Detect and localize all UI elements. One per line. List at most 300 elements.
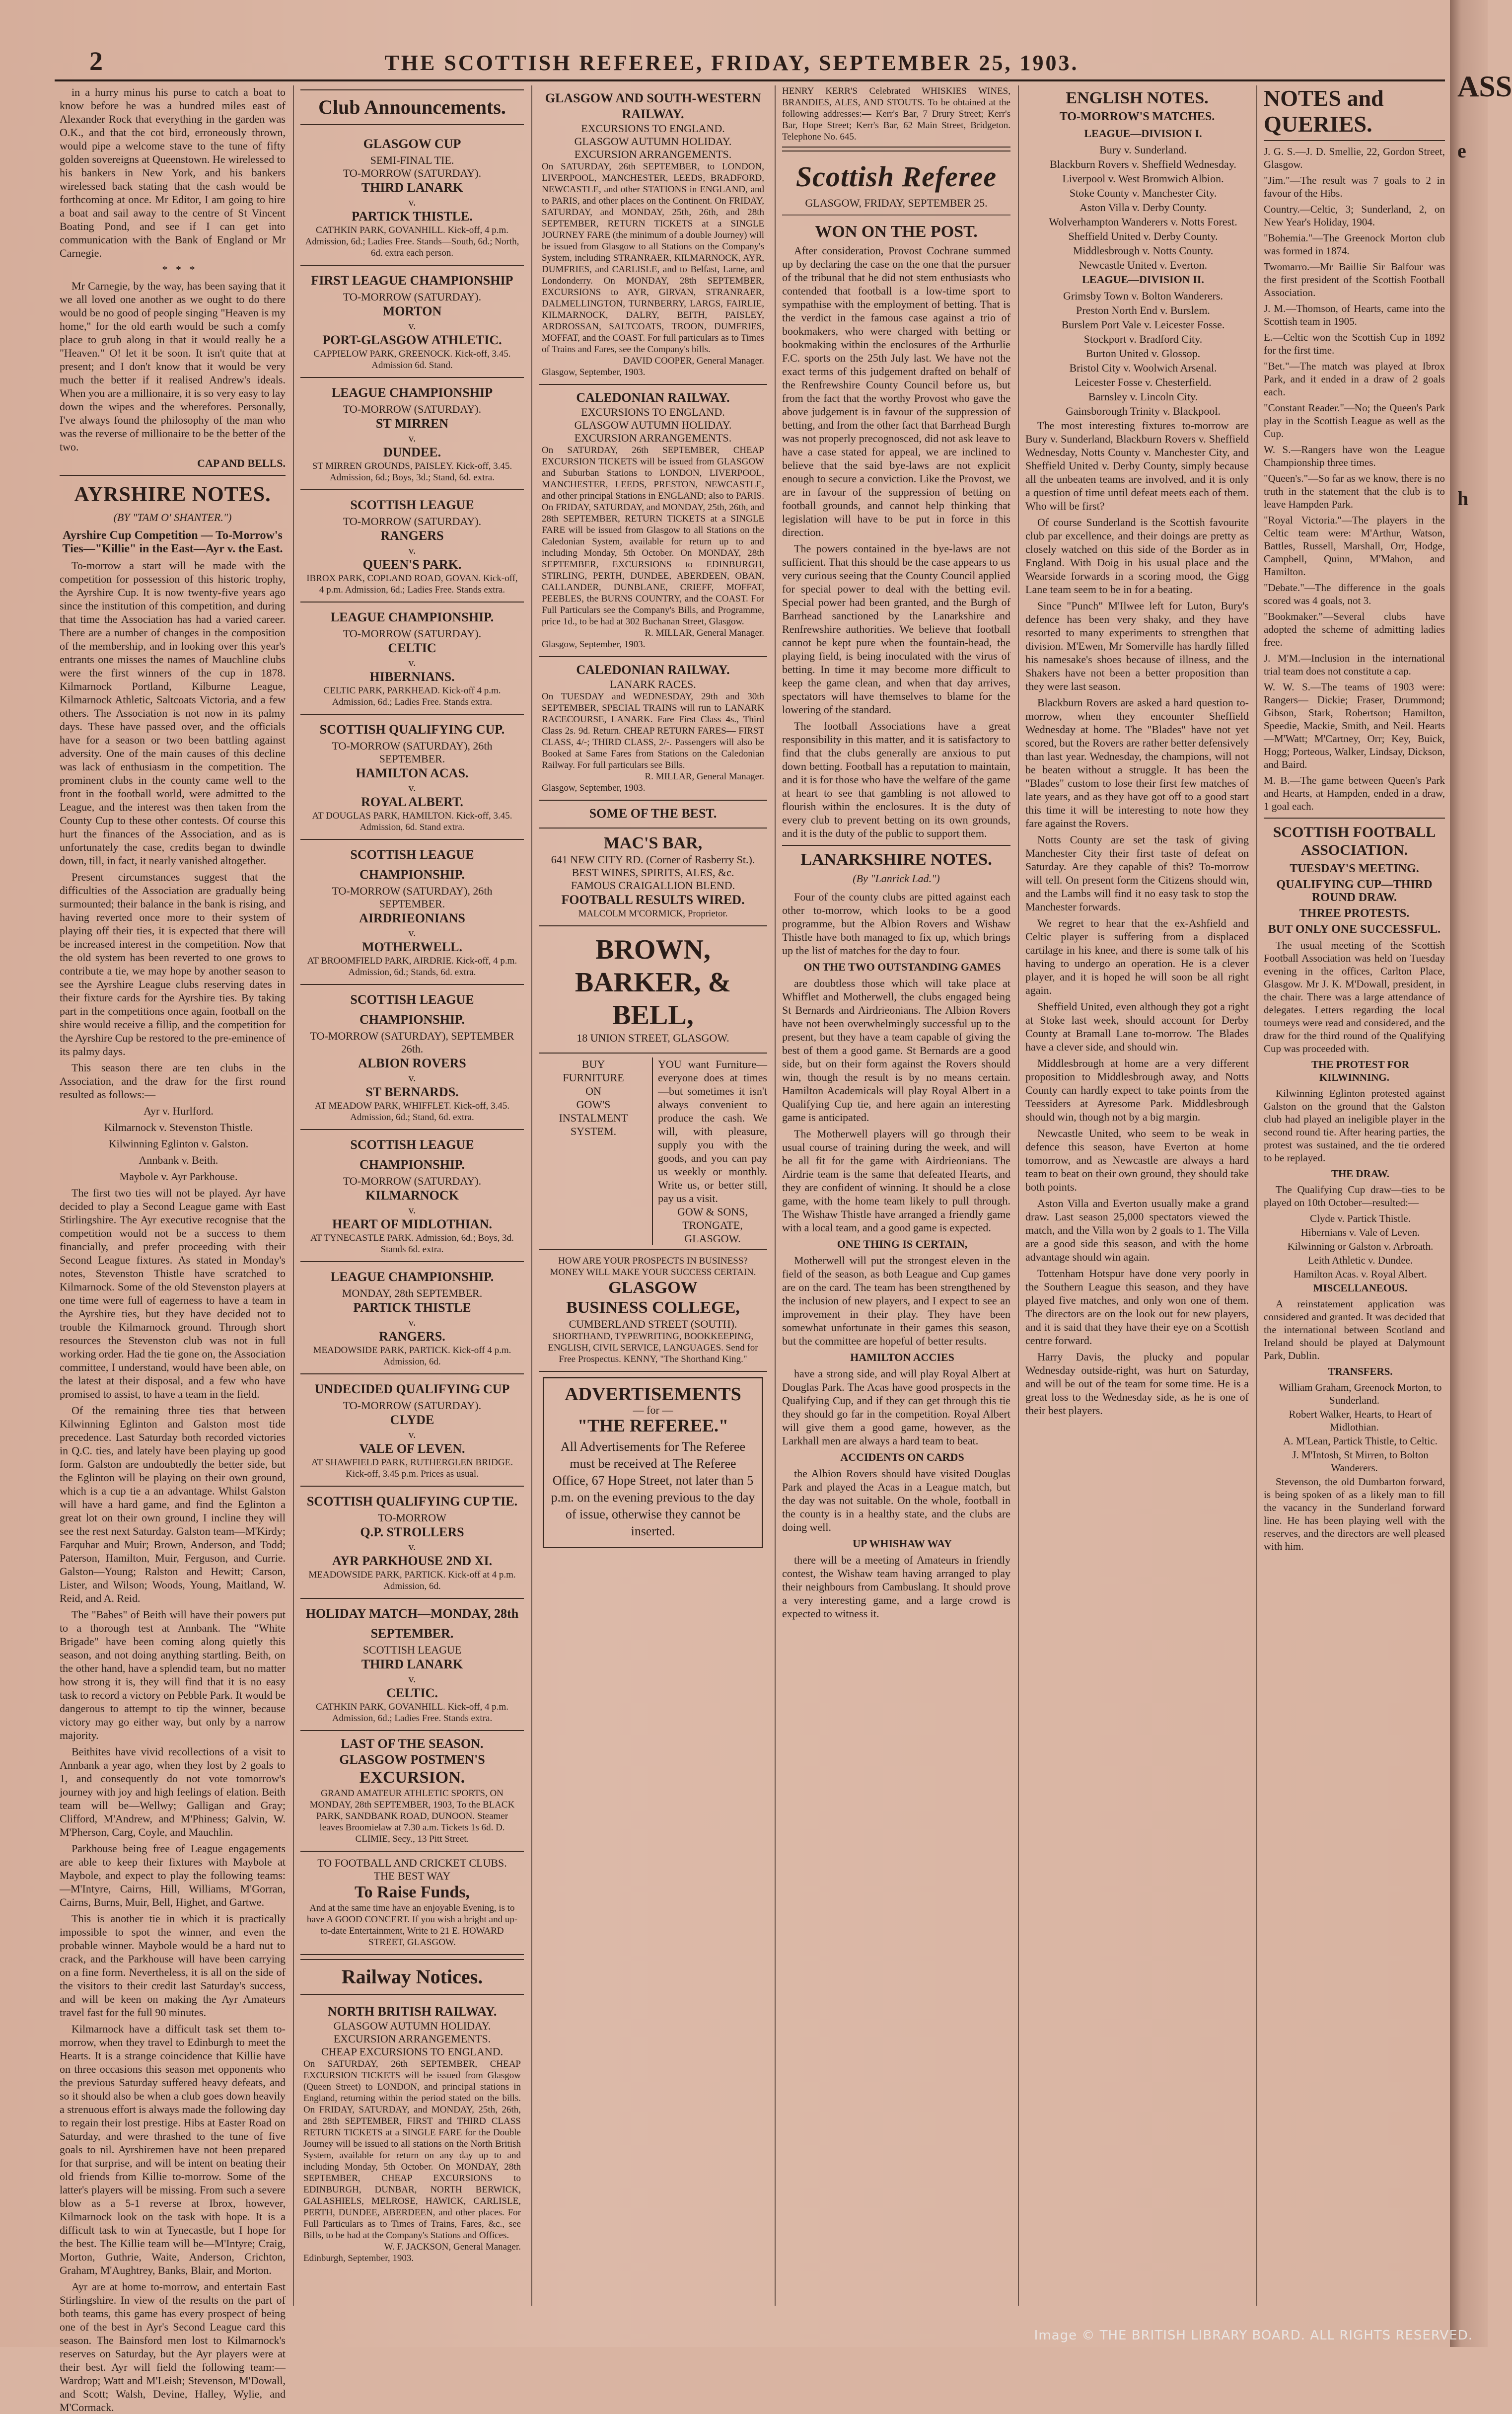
advert-line: FURNITURE xyxy=(563,1071,624,1084)
versus-mark: v. xyxy=(408,432,416,444)
article-text: To-morrow a start will be made with the competition for possession of this historic trophy, the Ayrshire Cup. It is now twenty-five years ago since the institution of this competition, and during that time the Association has had a varied career. There are a number of changes in the composition of the membership, and in looking over this year's entrants one misses the names of Mauchline clubs were the first winners of the cup in 1878. Kilmarnock Portland, Kilburne League, Kilmarnock Athletic, Saltcoats Victoria, and a few others. The Association is not now in its palmy days. These have passed over, and the officials have for a season or two been battling against adversity. One of the main causes of this decline was lack of enthusiasm in the competition. The prominent clubs in the county came well to the front in the football world, were admitted to the League, and the interest was then taken from the County Cup to these other contests. Of course this hurt the finances of the Association, and as is unfortunately the case, credits began to dwindle down, till, in fact, it nearly vanished altogether. xyxy=(60,559,286,867)
queries-list xyxy=(1264,145,1445,813)
advert-line: LANARK RACES. xyxy=(610,678,696,690)
adjacent-page-edge xyxy=(1450,0,1488,2347)
list-item: Leicester Fosse v. Chesterfield. xyxy=(1075,376,1212,388)
advert-details: MEADOWSIDE PARK, PARTICK. Kick-off at 4 p.m. Admission, 6d. xyxy=(308,1570,516,1591)
advert-sign: DAVID COOPER, General Manager. xyxy=(623,356,764,366)
article-text: The "Babes" of Beith will have their powers put to a thorough test at Annbank. The "White Brigade" have been coming along quietly this season, and not doing anything startling. Beith, on the other hand, have a splendid team, but no matter how strong it is, they will find that it is no easy task to record a victory on Pebble Park. It would be dangerous to attempt to tip the winner, because victory may go either way, but only by a narrow majority. xyxy=(60,1608,286,1741)
article-text: Stevenson, the old Dumbarton forward, is being spoken of as a likely man to fill the vacancy in the Sunderland forward line. He has been playing well with the reserves, and the directors are well pleased with him. xyxy=(1264,1476,1445,1552)
edge-text: ASS xyxy=(1457,70,1512,103)
subheading: BUT ONLY ONE SUCCESSFUL. xyxy=(1268,923,1441,936)
query-answer: J. G. S.—J. D. Smellie, 22, Gordon Street, Glasgow. xyxy=(1264,146,1445,170)
article-text: Parkhouse being free of League engagements are able to keep their fixtures with Maybole at Maybole, and expect to play the following teams:—M'Intyre, Cairns, Hill, Williams, M'Gorran, Cairns, Burns, Muir, Bell, Highet, and Gartwe. xyxy=(60,1842,286,1908)
subheading: ONE THING IS CERTAIN, xyxy=(837,1238,968,1250)
club-advert xyxy=(300,378,524,490)
signoff: CAP AND BELLS. xyxy=(197,457,286,469)
team-name: RANGERS. xyxy=(379,1329,445,1344)
team-name: DUNDEE. xyxy=(383,445,441,459)
list-item: Burton United v. Glossop. xyxy=(1085,347,1201,360)
advert-title: UNDECIDED QUALIFYING CUP xyxy=(314,1382,510,1396)
notice-line: — for — xyxy=(633,1404,673,1416)
article-heading: SCOTTISH FOOTBALL ASSOCIATION. xyxy=(1273,824,1436,858)
draw-list xyxy=(1264,1212,1445,1281)
club-advert xyxy=(300,985,524,1130)
subheading: TUESDAY'S MEETING. xyxy=(1290,862,1419,875)
article-text: This season there are ten clubs in the Association, and the draw for the first round resulted as follows:— xyxy=(60,1061,286,1101)
advert-title: CALEDONIAN RAILWAY. xyxy=(576,663,730,677)
advert-title: SCOTTISH LEAGUE CHAMPIONSHIP. xyxy=(350,992,474,1027)
section-heading: AYRSHIRE NOTES. xyxy=(74,483,271,506)
edge-text: h xyxy=(1457,487,1469,510)
article-text: A reinstatement application was considered and granted. It was decided that the international between Scotland and Ireland should be played at Dalymount Park, Dublin. xyxy=(1264,1298,1445,1361)
article-text: Beithites have vivid recollections of a visit to Annbank a year ago, when they lost by 2 goals to 1, and consequently do not vote tomorrow's journey with joy and high feelings of elation. Beith team will be—Wellwy; Galligan and Gray; Clifford, M'Andrew, and M'Phiness; Galvin, W. M'Pherson, Carg, Coyle, and Mauchlin. xyxy=(60,1745,286,1838)
list-item: Newcastle United v. Everton. xyxy=(1079,259,1208,271)
column-rule xyxy=(1018,85,1019,2306)
query-answer: M. B.—The game between Queen's Park and Hearts, at Hampden, ended in a draw, 1 goal each. xyxy=(1264,774,1445,812)
advert-brown-barker-bell xyxy=(539,926,767,1054)
advert-details: CATHKIN PARK, GOVANHILL. Kick-off, 4 p.m. Admission, 6d.; Ladies Free. Stands extra. xyxy=(315,1702,509,1724)
advert-details: CATHKIN PARK, GOVANHILL. Kick-off, 4 p.m. Admission, 6d.; Ladies Free. Stands—South, 6d.; North, 6d. extra each person. xyxy=(305,225,519,258)
list-item: Grimsby Town v. Bolton Wanderers. xyxy=(1063,290,1223,302)
team-name: HIBERNIANS. xyxy=(369,670,455,684)
fixture: Ayr v. Hurlford. xyxy=(144,1105,214,1117)
advert-body: SHORTHAND, TYPEWRITING, BOOKKEEPING, ENGLISH, CIVIL SERVICE, LANGUAGES. Send for Free Prospectus. KENNY, "The Shorthand King." xyxy=(548,1331,758,1364)
article-text: Present circumstances suggest that the difficulties of the Association are gradually being surmounted; their balance in the bank is rising, and having reverted once more to their system of playing off their ties, it is expected that there will be increased interest in the competition. Now that the old system has been reverted to one grows to contribute a tie, we may hope by another season to see the Ayrshire League clubs reserving dates in their fixture cards for the Ayrshire ties. By taking part in the competitions once again, football on the shire would receive a fillip, and the competition for the Ayrshire Cup be restored to the pre-eminence of its palmy days. xyxy=(60,871,286,1057)
advert-line: EXCURSION ARRANGEMENTS. xyxy=(574,432,732,444)
advert-date: Glasgow, September, 1903. xyxy=(542,367,646,377)
article-text: The Motherwell players will go through their usual course of training during the week, and will be all fit for the game with Airdrieonians. The Airdrie team is the same that defeated Hearts, and they are confident of winning. It should be a close game, with the home team likely to pull through. The Wishaw Thistle have arranged a friendly game with a local team, and a good game is expected. xyxy=(782,1128,1010,1234)
advert-details: AT MEADOW PARK, WHIFFLET. Kick-off, 3.45. Admission, 6d.; Stand, 6d. extra. xyxy=(314,1101,510,1123)
article-text: The Qualifying Cup draw—ties to be played on 10th October—resulted:— xyxy=(1264,1184,1445,1208)
advert-line: SEMI-FINAL TIE. xyxy=(370,154,454,166)
team-name: HEART OF MIDLOTHIAN. xyxy=(332,1217,492,1231)
subheading: ON THE TWO OUTSTANDING GAMES xyxy=(803,961,1001,973)
team-name: PARTICK THISTLE. xyxy=(352,209,473,224)
team-name: CLYDE xyxy=(390,1413,434,1427)
article-text: Tottenham Hotspur have done very poorly in the Southern League this season, and they have played five matches, and only won one of them. The directors are on the look out for new players, and it is said that they have their eye on a Scottish centre forward. xyxy=(1025,1267,1249,1347)
newspaper-title: THE SCOTTISH REFEREE, FRIDAY, SEPTEMBER 25, 1903. xyxy=(384,51,1079,75)
team-name: ST BERNARDS. xyxy=(365,1085,459,1099)
article-heading: LANARKSHIRE NOTES. xyxy=(800,850,992,869)
advert-sign: GOW & SONS, xyxy=(677,1206,748,1218)
advert-title: GLASGOW xyxy=(608,1279,698,1297)
club-advert xyxy=(300,840,524,985)
list-item: Leith Athletic v. Dundee. xyxy=(1307,1254,1413,1266)
query-answer: "Queen's."—So far as we know, there is no truth in the statement that the club is to leave Hampden Park. xyxy=(1264,472,1445,510)
article-text: The most interesting fixtures to-morrow are Bury v. Sunderland, Blackburn Rovers v. Sheffield Wednesday, Notts County v. Manchester City, and Sheffield United v. Derby County, simply because all the unbeaten teams are involved, and it is only a question of time until defeat meets each of them. Who will be first? xyxy=(1025,419,1249,512)
column-rule xyxy=(1256,85,1257,2306)
article-text: Of course Sunderland is the Scottish favourite club par excellence, and their doings are pretty as closely watched on this side of the Border as in England. With Doig in his usual place and the Wearside forwards in a scoring mood, the Gigg Lane team seem to be in for a beating. xyxy=(1025,516,1249,596)
subheading: THE PROTEST FOR KILWINNING. xyxy=(1311,1058,1409,1083)
article-text: the Albion Rovers should have visited Douglas Park and played the Acas in a League match, but the day was not suitable. On the whole, football in the county is in a healthy state, and the clubs are doing well. xyxy=(782,1467,1010,1533)
advert-title: NORTH BRITISH RAILWAY. xyxy=(327,2004,497,2019)
divider xyxy=(1264,818,1445,819)
section-heading: Club Announcements. xyxy=(300,89,524,125)
article-text: Middlesbrough at home are a very different proposition to Middlesbrough away, and Notts County can hardly expect to take points from the Teessiders at Ayresome Park. Middlesbrough should win, though not by a big margin. xyxy=(1025,1057,1249,1123)
notice-body: All Advertisements for The Referee must be received at The Referee Office, 67 Hope Street, not later than 5 p.m. on the evening previous to the day of issue, otherwise they cannot be inserted. xyxy=(551,1439,755,1538)
article-text: The usual meeting of the Scottish Football Association was held on Tuesday evening in the offices, Carlton Place, Glasgow. Mr J. K. M'Dowall, president, in the chair. There was a large attendance of delegates. Letters regarding the local tourneys were read and considered, and the draw for the third round of the Qualifying Cup was proceeded with. xyxy=(1264,939,1445,1055)
advert-details: CAPPIELOW PARK, GREENOCK. Kick-off, 3.45. Admission 6d. Stand. xyxy=(313,349,511,371)
advert-title: BUSINESS COLLEGE, xyxy=(566,1298,740,1317)
advert-title: FIRST LEAGUE CHAMPIONSHIP xyxy=(311,273,513,288)
query-answer: "Royal Victoria."—The players in the Celtic team were: M'Arthur, Watson, Battles, Russell, Marshall, Orr, Hodge, Campbell, Quinn, M'Mahon, and Hamilton. xyxy=(1264,514,1445,578)
team-name: Q.P. STROLLERS xyxy=(360,1525,464,1539)
advert-gsw-railway xyxy=(539,85,767,385)
advert-sign: W. F. JACKSON, General Manager. xyxy=(384,2242,521,2252)
advert-line: CHEAP EXCURSIONS TO ENGLAND. xyxy=(321,2045,504,2058)
article-text: Four of the county clubs are pitted against each other to-morrow, which looks to be a good programme, but the Albion Rovers and Wishaw Thistle have both managed to fix up, which brings up the list of matches for the day to four. xyxy=(782,891,1010,957)
team-name: QUEEN'S PARK. xyxy=(362,557,462,572)
list-item: Bury v. Sunderland. xyxy=(1099,144,1187,156)
article-text: Ayr are at home to-morrow, and entertain East Stirlingshire. In view of the results on the part of both teams, this game has every prospect of being one of the best in Ayr's Second League card this season. The Bainsford men lost to Kilmarnock's reserves on Saturday, but the Ayr players were at their best. Ayr will field the following team:—Wardrop; Watt and M'Leish; Stevenson, M'Dowall, and Scott; Walsh, Devine, Halley, Wylie, and M'Cormack. xyxy=(60,2280,286,2414)
dateline: GLASGOW, FRIDAY, SEPTEMBER 25. xyxy=(805,197,988,209)
advertisements-notice xyxy=(543,1377,763,1548)
advert-body: GRAND AMATEUR ATHLETIC SPORTS, ON MONDAY, 28th SEPTEMBER, 1903, To the BLACK PARK, SANDBANK ROAD, DUNOON. Steamer leaves Broomielaw at 7.30 a.m. Tickets 1s 6d. D. CLIMIE, Secy., 13 Pitt Street. xyxy=(309,1788,515,1844)
advert-line: GLASGOW POSTMEN'S xyxy=(339,1752,485,1767)
article-text: Mr Carnegie, by the way, has been saying that it we all loved one another as we ought to do there would be no good of people singing "Heaven is my home," for the old earth would be such a comfy place to grub along in that it would really be a "Heaven." O! let it be soon. It isn't quite that at present; and I don't know that it would be very much the better if it realised Andrew's ideals. When you are a millionaire, it is so very easy to lay down the wipes and the wherefores. Personally, I've always found the philosophy of the man who was the reverse of millionaire to be the better of the two. xyxy=(60,280,286,453)
subheading: TRANSFERS. xyxy=(1328,1365,1393,1377)
team-name: AYR PARKHOUSE 2ND XI. xyxy=(332,1554,493,1568)
list-item: Barnsley v. Lincoln City. xyxy=(1088,390,1198,403)
list-item: Kilwinning or Galston v. Arbroath. xyxy=(1287,1240,1434,1252)
advert-business-college xyxy=(539,1250,767,1372)
column-2 xyxy=(300,85,524,2296)
advert-body: YOU want Furniture—everyone does at times—but sometimes it isn't always convenient to produce the cash. We will, with pleasure, supply you with the goods, and you can pay us weekly or monthly. Write us, or better still, pay us a visit. xyxy=(658,1058,767,1205)
advert-body: On SATURDAY, 26th SEPTEMBER, CHEAP EXCURSION TICKETS will be issued from Glasgow (Queen Street) to LONDON, and principal stations in England, returning within the period stated on the bills. On FRIDAY, SATURDAY, and MONDAY, 25th, 26th, and 28th SEPTEMBER, FIRST and THIRD CLASS RETURN TICKETS at a SINGLE FARE for the Double Journey will be issued to all stations on the North British System, available for return on any day up to and including Monday, 5th October. On MONDAY, 28th SEPTEMBER, CHEAP EXCURSIONS to EDINBURGH, DUNBAR, NORTH BERWICK, GALASHIELS, MELROSE, HAWICK, CARLISLE, PERTH, DUNDEE, ABERDEEN, and other places. For Full Particulars as to Times of Trains, Fares, &c., see Bills, to be had at the Company's Stations and Offices. xyxy=(303,2059,521,2241)
versus-mark: v. xyxy=(408,656,416,669)
advert-line: TO-MORROW xyxy=(378,1511,446,1524)
article-text: Sheffield United, even although they got a right at Stoke last week, should account for Derby County at Bramall Lane to-morrow. The Blades have a clever side, and should win. xyxy=(1025,1000,1249,1053)
advert-line: TO-MORROW (SATURDAY). xyxy=(343,291,482,303)
advert-line: EXCURSIONS TO ENGLAND. xyxy=(581,122,725,135)
team-name: CELTIC. xyxy=(386,1686,438,1700)
club-advert xyxy=(300,1599,524,1731)
list-item: Aston Villa v. Derby County. xyxy=(1080,201,1207,214)
advert-title: SCOTTISH LEAGUE xyxy=(350,498,474,512)
advert-raise-funds xyxy=(300,1852,524,1955)
list-item: Sheffield United v. Derby County. xyxy=(1068,230,1218,242)
versus-mark: v. xyxy=(408,1204,416,1216)
advert-line: GLASGOW AUTUMN HOLIDAY. xyxy=(574,135,732,148)
list-item: Liverpool v. West Bromwich Albion. xyxy=(1062,172,1224,185)
subheading: THE DRAW. xyxy=(1331,1168,1390,1180)
advert-north-british xyxy=(300,1999,524,2270)
advert-details: IBROX PARK, COPLAND ROAD, GOVAN. Kick-off, 4 p.m. Admission, 6d.; Ladies Free. Stands extra. xyxy=(306,573,518,595)
advert-line: BEST WINES, SPIRITS, ALES, &c. xyxy=(572,866,734,879)
versus-mark: v. xyxy=(408,1672,416,1685)
article-heading: ENGLISH NOTES. xyxy=(1066,89,1209,107)
club-advert xyxy=(300,490,524,603)
subheading: MISCELLANEOUS. xyxy=(1313,1282,1408,1294)
query-answer: "Jim."—The result was 7 goals to 2 in favour of the Hibs. xyxy=(1264,174,1445,199)
advert-some-best xyxy=(539,801,767,829)
fixture-list xyxy=(1025,289,1249,418)
team-name: CELTIC xyxy=(388,641,436,655)
list-item: Preston North End v. Burslem. xyxy=(1076,304,1210,316)
query-answer: W. S.—Rangers have won the League Championship three times. xyxy=(1264,444,1445,468)
subheading: UP WHISHAW WAY xyxy=(853,1537,952,1550)
advert-line: TO FOOTBALL AND CRICKET CLUBS. xyxy=(317,1857,507,1869)
advert-details: AT BROOMFIELD PARK, AIRDRIE. Kick-off, 4 p.m. Admission, 6d.; Stands, 6d. extra. xyxy=(307,956,517,978)
advert-caledonian-races xyxy=(539,657,767,801)
article-text: Aston Villa and Everton usually make a grand draw. Last season 25,000 spectators viewed the match, and the Villa won by 2 goals to 1. The Villa are a good side this season, and with the home advantage should win again. xyxy=(1025,1197,1249,1263)
advert-line: ON xyxy=(585,1085,601,1097)
article-text: Of the remaining three ties that between Kilwinning Eglinton and Galston most tide precedence. Last Saturday both recorded victories in Q.C. ties, and lately have been playing up good form. Galston are undoubtedly the better side, but the Eglinton will be playing on their own ground, which is a cup tie a an advantage. Whilst Galston will have a hard game, and find the Eglinton a great lot on their own ground, I incline they will see the rest next Saturday. Galston team—M'Kirdy; Farquhar and Muir; Brown, Anderson, and Todd; Paterson, Hamilton, Muir, Ferguson, and Currie. Galston—Young; Ralston and Hewitt; Carson, Lister, and Wilson; Woods, Young, Maitland, W. Reid, and A. Reid. xyxy=(60,1404,286,1604)
advert-title: HOLIDAY MATCH—MONDAY, 28th SEPTEMBER. xyxy=(305,1606,519,1641)
article-text: Kilmarnock have a difficult task set them to-morrow, when they travel to Edinburgh to meet the Hearts. It is a strange coincidence that Killie have on three occasions this season met opponents who the previous Saturday suffered heavy defeats, and so it should also be when a club goes down heavily a strenuous effort is always made the following day to regain their lost prestige. Hibs at Easter Road on Saturday, and were thrashed to the tune of five goals to nil. Ayrshiremen have not been prepared for that surprise, and will be intent on beating their old friends from Killie to-morrow. Some of the latter's players will be missing. From such a severe blow as a 5-1 reverse at Ibrox, however, Kilmarnock look on the task with hope. It is a difficult task to win at Tynecastle, but I hope for the best. The Killie team will be—M'Intyre; Craig, Morton, Guthrie, Waite, Anderson, Crichton, Graham, M'Aughtrey, Banks, Blair, and Morton. xyxy=(60,2023,286,2276)
list-item: Hamilton Acas. v. Royal Albert. xyxy=(1294,1268,1427,1280)
subheading: TO-MORROW'S MATCHES. xyxy=(1059,110,1215,123)
advert-sign: GLASGOW. xyxy=(684,1232,741,1245)
advert-excursion xyxy=(300,1731,524,1852)
team-name: HAMILTON ACAS. xyxy=(356,766,469,780)
advert-title: LEAGUE CHAMPIONSHIP. xyxy=(330,610,494,624)
advert-line: TO-MORROW (SATURDAY). xyxy=(343,403,482,415)
advert-gows xyxy=(539,1054,767,1250)
list-item: Bristol City v. Woolwich Arsenal. xyxy=(1069,362,1217,374)
advert-title: To Raise Funds, xyxy=(354,1883,470,1901)
team-name: ST MIRREN xyxy=(375,416,449,431)
versus-mark: v. xyxy=(408,544,416,556)
advert-body: And at the same time have an enjoyable Evening, is to have A GOOD CONCERT. If you wish a bright and up-to-date Entertainment, Write to 21 E. HOWARD STREET, GLASGOW. xyxy=(306,1903,518,1948)
club-advert xyxy=(300,1487,524,1599)
club-announcements xyxy=(300,129,524,1731)
advert-title: GLASGOW CUP xyxy=(363,137,461,151)
article-heading: NOTES and QUERIES. xyxy=(1264,85,1445,141)
list-item: Stoke County v. Manchester City. xyxy=(1069,187,1217,199)
club-advert xyxy=(300,715,524,840)
article-text: Since "Punch" M'Ilwee left for Luton, Bury's defence has been very shaky, and they have resorted to many experiments to strengthen that division. M'Ewen, Mr Somerville has hardly filled his namesake's shoes because of illness, and the Shakers have not been a better proposition than they were last season. xyxy=(1025,600,1249,692)
versus-mark: v. xyxy=(408,926,416,939)
query-answer: J. M'M.—Inclusion in the international trial team does not constitute a cap. xyxy=(1264,652,1445,677)
section-heading: Railway Notices. xyxy=(300,1959,524,1995)
advert-details: ST MIRREN GROUNDS, PAISLEY. Kick-off, 3.45. Admission, 6d.; Boys, 3d.; Stand, 6d. extra. xyxy=(312,461,512,483)
copyright-notice: Image © THE BRITISH LIBRARY BOARD. ALL RIGHTS RESERVED. xyxy=(1034,2328,1473,2343)
advert-details: AT TYNECASTLE PARK. Admission, 6d.; Boys, 3d. Stands 6d. extra. xyxy=(310,1233,514,1255)
list-item: William Graham, Greenock Morton, to Sunderland. xyxy=(1279,1381,1442,1406)
advert-date: Glasgow, September, 1903. xyxy=(542,783,646,793)
query-answer: "Bohemia."—The Greenock Morton club was formed in 1874. xyxy=(1264,232,1445,257)
query-answer: Country.—Celtic, 3; Sunderland, 2, on New Year's Holiday, 1904. xyxy=(1264,203,1445,228)
list-item: Blackburn Rovers v. Sheffield Wednesday. xyxy=(1050,158,1236,170)
fixture-list xyxy=(1025,143,1249,272)
advert-title: BROWN, xyxy=(595,934,711,965)
list-item: Stockport v. Bradford City. xyxy=(1083,333,1203,345)
advert-line: TO-MORROW (SATURDAY). xyxy=(343,515,482,528)
advert-date: Glasgow, September, 1903. xyxy=(542,639,646,650)
advert-line: FAMOUS CRAIGALLION BLEND. xyxy=(571,879,735,892)
advert-line: INSTALMENT xyxy=(559,1112,628,1124)
article-text: The football Associations have a great responsibility in this matter, and it is satisfactory to find that the clubs generally are anxious to put down betting. Football has a reputation to maintain, and it is for those who have the welfare of the game at heart to see that gambling is not allowed to flourish within the enclosures. It is the duty of every club to prevent betting on its own grounds, and it is the duty of the public to support them. xyxy=(782,720,1010,839)
advert-title: EXCURSION. xyxy=(359,1768,465,1787)
club-advert xyxy=(300,266,524,378)
advert-macs-bar xyxy=(539,829,767,926)
subheading: THREE PROTESTS. xyxy=(1299,907,1410,920)
advert-line: GOW'S xyxy=(576,1098,611,1111)
column-rule xyxy=(293,85,294,2306)
byline: (BY "TAM O' SHANTER.") xyxy=(113,511,232,524)
masthead-rule xyxy=(55,79,1445,81)
advert-sign: TRONGATE, xyxy=(682,1219,743,1231)
query-answer: "Debate."—The difference in the goals scored was 4 goals, not 3. xyxy=(1264,582,1445,606)
team-name: MORTON xyxy=(382,304,442,318)
query-answer: "Constant Reader."—No; the Queen's Park play in the Scottish League as well as the Cup. xyxy=(1264,402,1445,440)
advert-title: SCOTTISH QUALIFYING CUP. xyxy=(319,722,505,737)
article-text: Motherwell will put the strongest eleven in the field of the season, as both League and Cup games are on the card. The team has been strengthened by the inclusion of new players, and I expect to see an improvement in their play. They have been somewhat unfortunate in their games this season, but the committee are hopeful of better results. xyxy=(782,1254,1010,1347)
list-item: J. M'Intosh, St Mirren, to Bolton Wanderers. xyxy=(1292,1449,1429,1474)
masthead xyxy=(89,46,1380,76)
fixture: Annbank v. Beith. xyxy=(139,1154,218,1166)
advert-body: On SATURDAY, 26th SEPTEMBER, CHEAP EXCURSION TICKETS will be issued from GLASGOW and Suburban Stations to LONDON, LIVERPOOL, MANCHESTER, LEEDS, PRESTON, NEWCASTLE, and other principal Stations in ENGLAND; also to PARIS. On FRIDAY, SATURDAY, and MONDAY, 25th, 26th, and 28th SEPTEMBER, RETURN TICKETS at a SINGLE FARE will be issued from Glasgow to all Stations on the Caledonian System, available for return up to and including Monday, 5th October. On MONDAY, 28th SEPTEMBER, EXCURSIONS to EDINBURGH, STIRLING, PERTH, DUNDEE, ABERDEEN, OBAN, CALLANDER, DUNBLANE, CRIEFF, MOFFAT, PEEBLES, the BURNS COUNTRY, and the COAST. For Full Particulars see the Company's Bills, and Programme, price 1d., to be had at 302 Buchanan Street, Glasgow. xyxy=(542,445,764,627)
team-name: RANGERS xyxy=(380,528,444,543)
advert-line: CUMBERLAND STREET (SOUTH). xyxy=(569,1318,737,1330)
list-item: Middlesbrough v. Notts County. xyxy=(1073,244,1214,257)
advert-title: BARKER, & BELL, xyxy=(575,967,731,1031)
article-text: This is another tie in which it is practically impossible to spot the winner, and even the probable winner. Maybole would be a hard nut to crack, and the Parkhouse will have been carrying on a fine form. Nevertheless, it is all on the side of the visitors to their credit last Saturday's success, and will be keen on making the Ayr Amateurs travel fast for the full 90 minutes. xyxy=(60,1912,286,2019)
advert-line: MALCOLM M'CORMICK, Proprietor. xyxy=(578,908,728,919)
advert-title: GLASGOW AND SOUTH-WESTERN RAILWAY. xyxy=(545,91,761,121)
advert-title: LEAGUE CHAMPIONSHIP xyxy=(331,385,493,400)
editorial-masthead xyxy=(782,151,1010,216)
article-text: have a strong side, and will play Royal Albert at Douglas Park. The Acas have good prospects in the Qualifying Cup, and if they can get through this tie they should go far in the competition. Royal Albert will give them a good game, however, as the Larkhall men are always a hard team to beat. xyxy=(782,1367,1010,1447)
versus-mark: v. xyxy=(408,319,416,332)
team-name: ALBION ROVERS xyxy=(358,1056,466,1070)
versus-mark: v. xyxy=(408,196,416,208)
article-text: The first two ties will not be played. Ayr have decided to play a Second League game with East Stirlingshire. The Ayr executive recognise that the competition would not be a success to them financially, and prefer proceeding with their Second League fixtures. As stated in Monday's notes, Stevenston Thistle have scratched to Kilmarnock. Some of the old Stevenston players at one time were full of eagerness to have a team in the Ayrshire ties, but they have decided not to trouble the Kilmarnock ground. Through short resources the Stevenston club was not in full working order. Had the tie gone on, the Association committee, I understand, would have been able, on the latest at their disposal, and a few who have promised to assist, to have a team in the field. xyxy=(60,1187,286,1400)
club-advert xyxy=(300,603,524,715)
advert-line: HOW ARE YOUR PROSPECTS IN BUSINESS? MONEY WILL MAKE YOUR SUCCESS CERTAIN. xyxy=(550,1256,756,1278)
versus-mark: v. xyxy=(408,1316,416,1328)
advert-line: BUY xyxy=(581,1058,605,1070)
team-name: VALE OF LEVEN. xyxy=(359,1441,465,1456)
list-item: Clyde v. Partick Thistle. xyxy=(1310,1212,1411,1224)
team-name: PARTICK THISTLE xyxy=(353,1300,471,1315)
list-item: Hibernians v. Vale of Leven. xyxy=(1300,1226,1420,1238)
advert-line: GLASGOW AUTUMN HOLIDAY. xyxy=(333,2020,491,2032)
club-advert xyxy=(300,129,524,266)
advert-body: On SATURDAY, 26th SEPTEMBER, to LONDON, LIVERPOOL, MANCHESTER, LEEDS, BRADFORD, NEWCASTLE, and other STATIONS in ENGLAND, and to PARIS, and other places on the Continent. On FRIDAY, SATURDAY, and MONDAY, 25th, 26th, and 28th SEPTEMBER, RETURN TICKETS at a SINGLE JOURNEY FARE (the minimum of a double Journey) will be issued from Glasgow to all Stations on the Company's System, including STRANRAER, KILMARNOCK, AYR, DUMFRIES, and CARLISLE, and to Belfast, Larne, and Londonderry. On MONDAY, 28th SEPTEMBER, EXCURSIONS to AYR, GIRVAN, STRANRAER, DALMELLINGTON, TURNBERRY, LARGS, FAIRLIE, KILMARNOCK, DALRY, BEITH, PAISLEY, ARDROSSAN, SALTCOATS, TROON, DUMFRIES, MOFFAT, and the COAST. For full particulars as to Times of Trains and Fares, see the Company's bills. xyxy=(542,161,764,355)
advert-date: Edinburgh, September, 1903. xyxy=(303,2253,414,2263)
transfer-list xyxy=(1264,1381,1445,1474)
advert-line: TO-MORROW (SATURDAY). xyxy=(343,167,482,179)
subheading: HAMILTON ACCIES xyxy=(850,1351,954,1363)
subheading: ACCIDENTS ON CARDS xyxy=(840,1451,964,1463)
list-item: Robert Walker, Hearts, to Heart of Midlothian. xyxy=(1289,1408,1432,1433)
advert-line: MONDAY, 28th SEPTEMBER. xyxy=(342,1287,483,1299)
notice-title: "THE REFEREE." xyxy=(577,1416,729,1435)
versus-mark: v. xyxy=(408,1071,416,1084)
advert-sign: R. MILLAR, General Manager. xyxy=(645,628,764,638)
advert-line: GLASGOW AUTUMN HOLIDAY. xyxy=(574,419,732,431)
article-text: there will be a meeting of Amateurs in friendly contest, the Wishaw team having arranged to play their neighbours from Cambuslang. It should prove a very interesting game, and a large crowd is expected to witness it. xyxy=(782,1554,1010,1620)
advert-details: AT DOUGLAS PARK, HAMILTON. Kick-off, 3.45. Admission, 6d. Stand extra. xyxy=(312,811,512,832)
list-item: Wolverhampton Wanderers v. Notts Forest. xyxy=(1049,216,1237,228)
advert-line: 641 NEW CITY RD. (Corner of Rasberry St.). xyxy=(551,853,755,866)
list-item: Gainsborough Trinity v. Blackpool. xyxy=(1065,405,1221,417)
advert-details: MEADOWSIDE PARK, PARTICK. Kick-off 4 p.m. Admission, 6d. xyxy=(313,1345,511,1367)
team-name: THIRD LANARK xyxy=(361,1657,463,1671)
column-6 xyxy=(1264,85,1445,2296)
article-text: Notts County are set the task of giving Manchester City their first taste of defeat on Saturday. Are they capable of this? To-morrow will tell. On present form the Citizens should win, and the Lambs will find it no easy task to stop the Manchester forwards. xyxy=(1025,833,1249,913)
advert-line: THE BEST WAY xyxy=(373,1870,451,1882)
article-text: We regret to hear that the ex-Ashfield and Celtic player is suffering from a displaced cartilage in his knee, and there is some talk of his having to undergo an operation. He is a clever player, and it is hoped he will soon be all right again. xyxy=(1025,917,1249,996)
byline: (By "Lanrick Lad.") xyxy=(853,872,940,885)
subheading: Ayrshire Cup Competition — To-Morrow's Ties—"Killie" in the East—Ayr v. the East. xyxy=(62,529,283,555)
advert-line: TO-MORROW (SATURDAY), SEPTEMBER 26th. xyxy=(310,1030,514,1055)
advert-title: SCOTTISH LEAGUE CHAMPIONSHIP. xyxy=(350,1137,474,1172)
article-text: Blackburn Rovers are asked a hard question to-morrow, when they encounter Sheffield Wednesday at home. The "Blades" have not yet scored, but the Rovers are rather better defensively than last year. Wednesday, the champions, will not be beaten without a struggle. It has been the "Blades" custom to lose their first few matches of late years, and as they have got off to a good start this time it will be interesting to note how they fare against the Rovers. xyxy=(1025,696,1249,830)
club-advert xyxy=(300,1262,524,1374)
article-text: are doubtless those which will take place at Whifflet and Motherwell, the clubs engaged being St Bernards and Airdrieonians. The Albion Rovers have not been overwhelmingly successful up to the present, but they have a team capable of giving the best of them a good game. St Bernards are a good side, but on their form against the Rovers should win, though the result is by no means certain. Hamilton Academicals will play Royal Albert in a Qualifying Cup tie, and here again an interesting game is anticipated. xyxy=(782,977,1010,1124)
advert-kerr: HENRY KERR'S Celebrated WHISKIES WINES, BRANDIES, ALES, AND STOUTS. To be obtained at the following addresses:— Kerr's Bar, 7 Drury Street; Kerr's Bar, Hope Street; Kerr's Bar, 62 Main Street, Bridgeton. Telephone No. 645. xyxy=(782,85,1010,148)
article-text: After consideration, Provost Cochrane summed up by declaring the case on the one that the pursuer of the tribunal that he did not stem enthusiasts who contended that football is a low-time sport to sympathise with the employment of betting. That is the verdict in the famous case against a trio of bookmakers, who were charged with betting or bookmaking within the enclosures of the Arthurlie F.C. sports on the 25th July last. We have not the exact terms of this judgement drafted on behalf of the Renfrewshire County Council before us, but from the fact that the worthy Provost who gave the above judgement is in favour of the suppression of betting, and from the other fact that Barrhead Burgh was not properly precognosced, did not ask leave to have a case stated for appeal, we are inclined to believe that the said bye-laws are not explicit enough to secure a conviction. Like the Provost, we are in favour of the suppression of betting on football grounds, and cannot help thinking that legislation will have to be put in force in this direction. xyxy=(782,244,1010,538)
column-4 xyxy=(782,85,1010,2296)
advert-line: EXCURSION ARRANGEMENTS. xyxy=(574,148,732,160)
notice-title: ADVERTISEMENTS xyxy=(565,1384,741,1405)
article-text: Newcastle United, who seem to be weak in defence this season, have Everton at home tomorrow, and as Newcastle are always a hard team to beat on their own ground, they should take both points. xyxy=(1025,1127,1249,1193)
article-text: in a hurry minus his purse to catch a boat to know before he was a hundred miles east of Alexander Rock that everything in the garden was O.K., and that the cot bird, erroneously thrown, would pipe a welcome stave to the tune of fifty golden sovereigns at Queenstown. He wirelessed to his bankers in New York, and his bankers wirelessed back stating that the cash would be forthcoming at once. Mr Editor, I am going to hire a boat and sail away to the centre of St Vincent Boating Pond, and see if I can get into communication with the Bank of England or Mr Carnegie. xyxy=(60,86,286,259)
article-heading: WON ON THE POST. xyxy=(815,223,978,241)
advert-title: SCOTTISH QUALIFYING CUP TIE. xyxy=(306,1494,518,1509)
advert-line: SYSTEM. xyxy=(570,1125,617,1137)
advert-line: LAST OF THE SEASON. xyxy=(341,1736,484,1751)
advert-line: EXCURSIONS TO ENGLAND. xyxy=(581,406,725,418)
advert-line: TO-MORROW (SATURDAY), 26th SEPTEMBER. xyxy=(332,740,493,765)
fixture: Maybole v. Ayr Parkhouse. xyxy=(119,1170,238,1183)
versus-mark: v. xyxy=(408,1428,416,1440)
list-item: Burslem Port Vale v. Leicester Fosse. xyxy=(1061,318,1225,331)
team-name: PORT-GLASGOW ATHLETIC. xyxy=(322,333,502,347)
list-item: A. M'Lean, Partick Thistle, to Celtic. xyxy=(1283,1435,1438,1447)
subheading: LEAGUE—DIVISION II. xyxy=(1082,273,1204,286)
editorial-title: Scottish Referee xyxy=(795,160,997,193)
query-answer: J. M.—Thomson, of Hearts, came into the Scottish team in 1905. xyxy=(1264,302,1445,327)
divider xyxy=(60,475,286,476)
advert-title: MAC'S BAR, xyxy=(603,834,703,852)
advert-line: TO-MORROW (SATURDAY). xyxy=(343,1175,482,1187)
subheading: LEAGUE—DIVISION I. xyxy=(1084,127,1202,140)
query-answer: W. W. S.—The teams of 1903 were: Rangers— Dickie; Fraser, Drummond; Gibson, Stark, Robertson; Hamilton, Speedie, Mackie, Smith, and Neil. Hearts—M'Watt; M'Cartney, Orr; Key, Buick, Hogg; Porteous, Walker, Lindsay, Dickson, and Baird. xyxy=(1264,681,1445,770)
query-answer: Twomarro.—Mr Baillie Sir Balfour was the first president of the Scottish Football Association. xyxy=(1264,261,1445,299)
column-rule xyxy=(531,85,532,2306)
advert-details: CELTIC PARK, PARKHEAD. Kick-off 4 p.m. Admission, 6d.; Ladies Free. Stands extra. xyxy=(323,685,501,707)
column-5 xyxy=(1025,85,1249,2296)
advert-line: TO-MORROW (SATURDAY). xyxy=(343,627,482,640)
advert-line: 18 UNION STREET, GLASGOW. xyxy=(576,1032,729,1044)
advert-body: On TUESDAY and WEDNESDAY, 29th and 30th SEPTEMBER, SPECIAL TRAINS will run to LANARK RACECOURSE, LANARK. Fare First Class 4s., Third Class 2s. 9d. Return. CHEAP RETURN FARES— FIRST CLASS, 4/-; THIRD CLASS, 2/-. Passengers will also be Booked at Same Fares from Stations on the Caledonian Railway. For full particulars see Bills. xyxy=(542,691,764,770)
column-1: in a hurry minus his purse to catch a boat to know before he was a hundred miles east of Alexander Rock that everything in the garden was O.K., and that the cot bird, erroneously thrown, would pipe a welcome stave to the tune of fifty golden sovereigns at Queenstown. He wirelessed to his bankers in New York, and his bankers wirelessed back stating that the cash would be forthcoming at once. Mr Editor, I am going to hire a boat and sail away to the centre of St Vincent Boating Pond, and see if I can get into communication with the Bank of England or Mr Carnegie. * * * Mr Carnegie, by the way, has been saying that it we all loved one another as we ought to do there would be no good of people singing "Heaven is my home," for the old earth would be such a comfy place to grub along in that it would really be a "Heaven." O! let it be soon. It isn't quite that at present; and I don't know that it would be very much the better if it realised Andrew's ideals. When you are a millionaire, it is so very easy to lay down the wipes and the wherefores. Personally, I've always found the philosophy of the man who was the reverse of millionaire to be the better of the two. CAP AND BELLS. AYRSHIRE NOTES. (BY "TAM O' SHANTER.") Ayrshire Cup Competition — To-Morrow's Ties—"Killie" in the East—Ayr v. the East. To-morrow a start will be made with the competition for possession of this historic trophy, the Ayrshire Cup. It is now twenty-five years ago since the institution of this competition, and during that time the Association has had a varied career. There are a number of changes in the composition of the membership, and in looking over this year's entrants one misses the names of Mauchline clubs were the first winners of the cup in 1878. Kilmarnock Portland, Kilburne League, Kilmarnock Athletic, Saltcoats Victoria, and a few others. The Association is not now in its palmy days. These have passed over, and the officials have for a season or two been battling against adversity. One of the main causes of this decline was lack of enthusiasm in the competition. The prominent clubs in the county came well to the front in the football world, were admitted to the League, and the interest was then taken from the County Cup to these other contests. Of course this hurt the finances of the Association, and as is unfortunately the case, credits began to dwindle down, till, in fact, it nearly vanished altogether. Present circumstances suggest that the difficulties of the Association are gradually being surmounted; their balance in the bank is rising, and having reverted once more to their system of playing off their ties, it is expected that there will be increased interest in the competition. Now that the old system has been reverted to one grows to contribute a tie, we may hope by another season to see the Ayrshire League clubs reserving dates in their fixture cards for the Ayrshire ties. By taking part in the competitions once again, football on the shire would receive a fillip, and the competition for the Ayrshire Cup be restored to the pre-eminence of its palmy days. This season there are ten clubs in the Association, and the draw for the first round resulted as follows:— Ayr v. Hurlford. Kilmarnock v. Stevenston Thistle. Kilwinning Eglinton v. Galston. Annbank v. Beith. Maybole v. Ayr Parkhouse. The first two ties will not be played. Ayr have decided to play a Second League game with East Stirlingshire. The Ayr executive recognise that the competition would not be a success to them financially, and prefer proceeding with their Second League fixtures. As stated in Monday's notes, Stevenston Thistle have scratched to Kilmarnock. Some of the old Stevenston players at one time were full of eagerness to have a team in the Ayrshire ties, but they have decided not to trouble the Kilmarnock ground. Through short resources the Stevenston club was not in full working order. Had the tie gone on, the Association committee, I understand, would have been able, on the latest at their disposal, and a few who have promised to assist, to have a team in the field. Of the remaining three ties that between Kilwinning Eglinton and Galston most tide precedence. Last Saturday both recorded victories in Q.C. ties, and lately have been playing up good form. Galston are undoubtedly the better side, but the Eglinton will be playing on their own ground, which is a cup tie a an advantage. Whilst Galston will have a hard game, and find the Eglinton a great lot on their own ground, I incline they will see the rest next Saturday. Galston team—M'Kirdy; Farquhar and Muir; Brown, Anderson, and Todd; Paterson, Hamilton, Muir, Ferguson, and Currie. Galston—Young; Ralston and Hewitt; Carson, Lister, and Wilson; Woods, Young, Maitland, W. Reid, and A. Reid. The "Babes" of Beith will have their powers put to a thorough test at Annbank. The "White Brigade" have been coming along quietly this season, and not doing anything startling. Beith, on the other hand, have a splendid team, but no matter how strong it is, they will find that it is no easy task to record a victory on Pebble Park. It would be dangerous to attempt to tip the winner, because victory may go either way, but only by a narrow majority. Beithites have vivid recollections of a visit to Annbank a year ago, when they lost by 2 goals to 1, and consequently do not vote tomorrow's journey with joy and high feelings of elation. Beith team will be—Wellwy; Galligan and Gray; Clifford, M'Andrew, and M'Phiness; Galvin, W. M'Pherson, Carg, Coyle, and Mauchlin. Parkhouse being free of League engagements are able to keep their fixtures with Maybole at Maybole, and expect to play the following teams:—M'Intyre, Cairns, Hill, Williams, M'Gorran, Cairns, Burns, Muir, Bell, Highet, and Gartwe. This is another tie in which it is practically impossible to spot the winner, and even the probable winner. Maybole would be a hard nut to crack, and the Parkhouse will have been carrying on a fine form. Nevertheless, it is all on the side of the visitors to their credit last Saturday's success, and will be keen on making the Ayr Amateurs travel fast for the full 90 minutes. Kilmarnock have a difficult task set them to-morrow, when they travel to Edinburgh to meet the Hearts. It is a strange coincidence that Killie have on three occasions this season met opponents who the previous Saturday suffered heavy defeats, and so it should also be when a club goes down heavily a strenuous effort is always made the following day to regain their lost prestige. Hibs at Easter Road on Saturday, and were thrashed to the tune of five goals to nil. Ayrshiremen have not been prepared for that surprise, and will be intent on beating their old friends from Killie to-morrow. Some of the latter's players will be missing. From such a severe blow as a 5-1 reverse at Ibrox, however, Kilmarnock look on the task with hope. It is a difficult task to win at Tynecastle, but I hope for the best. The Killie team will be—M'Intyre; Craig, Morton, Guthrie, Waite, Anderson, Crichton, Graham, M'Aughtrey, Banks, Blair, and Morton. Ayr are at home to-morrow, and entertain East Stirlingshire. In view of the results on the part of both teams, this game has every prospect of being one of the best in Ayr's Second League card this season. The Bainsford men lost to Kilmarnock's reserves on Saturday, but the Ayr players were at their best. Ayr will field the following team:—Wardrop; Watt and M'Leish; Stevenson, M'Dowall, and Scott; Walsh, Devine, Halley, Wylie, and M'Cormack. xyxy=(60,86,286,2414)
team-name: MOTHERWELL. xyxy=(361,940,463,954)
advert-title: SOME OF THE BEST. xyxy=(589,806,717,821)
query-answer: E.—Celtic won the Scottish Cup in 1892 for the first time. xyxy=(1264,331,1445,356)
club-advert xyxy=(300,1130,524,1262)
column-3 xyxy=(539,85,767,2296)
team-name: THIRD LANARK xyxy=(361,180,463,195)
page-number: 2 xyxy=(89,46,103,76)
advert-line: EXCURSION ARRANGEMENTS. xyxy=(333,2033,491,2045)
divider xyxy=(782,845,1010,846)
article-text: Kilwinning Eglinton protested against Galston on the ground that the Galston club had played an ineligible player in the second round tie. After hearing parties, the protest was sustained, and the tie ordered to be replayed. xyxy=(1264,1087,1445,1164)
advert-caledonian-excursions xyxy=(539,385,767,657)
advert-title: LEAGUE CHAMPIONSHIP. xyxy=(330,1270,494,1284)
fixture: Kilwinning Eglinton v. Galston. xyxy=(108,1137,249,1150)
club-advert xyxy=(300,1374,524,1487)
versus-mark: v. xyxy=(408,1540,416,1553)
versus-mark: v. xyxy=(408,781,416,794)
advert-details: AT SHAWFIELD PARK, RUTHERGLEN BRIDGE. Kick-off, 3.45 p.m. Prices as usual. xyxy=(311,1457,513,1479)
subheading: QUALIFYING CUP—THIRD ROUND DRAW. xyxy=(1276,878,1433,904)
